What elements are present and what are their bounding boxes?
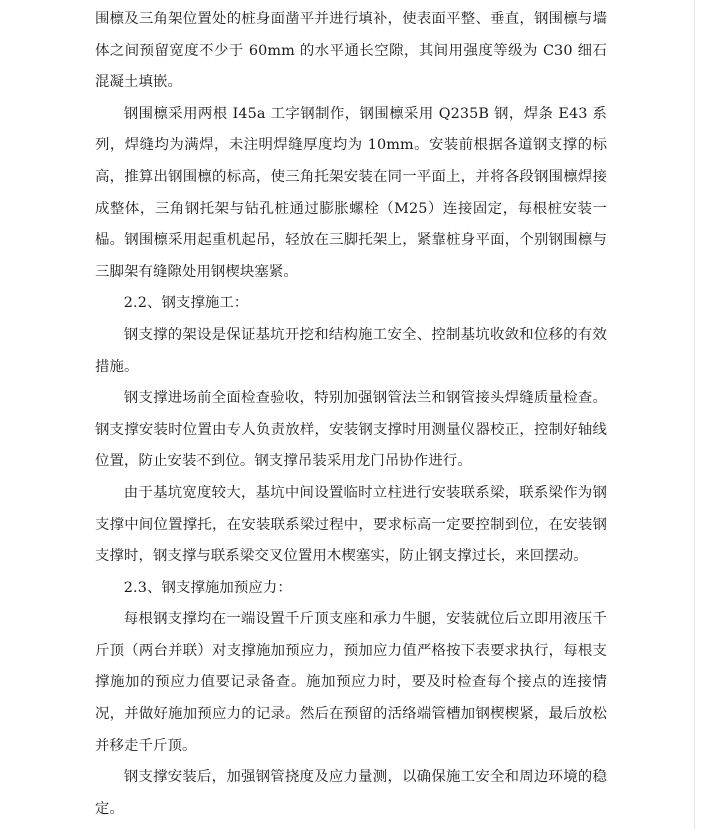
section-heading-2-3: 2.3、钢支撑施加预应力： — [123, 579, 292, 596]
page-edge-divider — [694, 0, 695, 829]
paragraph-steel-wale-fabrication: 钢围檩采用两根 I45a 工字钢制作，钢围檩采用 Q235B 钢，焊条 E43 系列，焊缝均为满焊，未注明焊缝厚度均为 10mm。安装前根据各道钢支撑的标高，推算出钢围檩的标高，使三角托架安装在同一平面上，并将各段钢围檩焊接成整体，三角钢托架与钻孔桩通过膨胀螺栓（M25）连接固定，每根桩安装一榀。钢围檩采用起重机起吊，轻放在三脚托架上，紧靠桩身平面，个别钢围檩与三脚架有缝隙处用钢楔块塞紧。 — [95, 105, 607, 280]
section-heading-2-2: 2.2、钢支撑施工： — [123, 295, 249, 312]
document-page — [95, 4, 607, 825]
paragraph-tie-beam: 由于基坑宽度较大，基坑中间设置临时立柱进行安装联系梁，联系梁作为钢支撑中间位置撑托，在安装联系梁过程中，要求标高一定要控制到位，在安装钢支撑时，钢支撑与联系梁交叉位置用木楔塞实，防止钢支撑过长，来回摆动。 — [95, 484, 607, 565]
paragraph-wale-gap-fill: 围檩及三角架位置处的桩身面凿平并进行填补，使表面平整、垂直，钢围檩与墙体之间预留宽度不少于 60mm 的水平通长空隙，其间用强度等级为 C30 细石混凝土填嵌。 — [95, 11, 607, 91]
paragraph-deflection-monitoring: 钢支撑安装后，加强钢管挠度及应力量测，以确保施工安全和周边环境的稳定。 — [95, 769, 607, 817]
paragraph-strut-inspection: 钢支撑进场前全面检查验收，特别加强钢管法兰和钢管接头焊缝质量检查。钢支撑安装时位置由专人负责放样，安装钢支撑时用测量仪器校正，控制好轴线位置，防止安装不到位。钢支撑吊装采用龙门吊协作进行。 — [95, 390, 607, 470]
paragraph-strut-purpose: 钢支撑的架设是保证基坑开挖和结构施工安全、控制基坑收敛和位移的有效措施。 — [95, 326, 607, 375]
paragraph-prestress-application: 每根钢支撑均在一端设置千斤顶支座和承力牛腿，安装就位后立即用液压千斤顶（两台并联）对支撑施加预应力，预加应力值严格按下表要求执行，每根支撑施加的预应力值要记录备查。施加预应力时，要及时检查每个接点的连接情况，并做好施加预应力的记录。然后在预留的活络端管槽加钢楔楔紧，最后放松并移走千斤顶。 — [95, 611, 607, 754]
